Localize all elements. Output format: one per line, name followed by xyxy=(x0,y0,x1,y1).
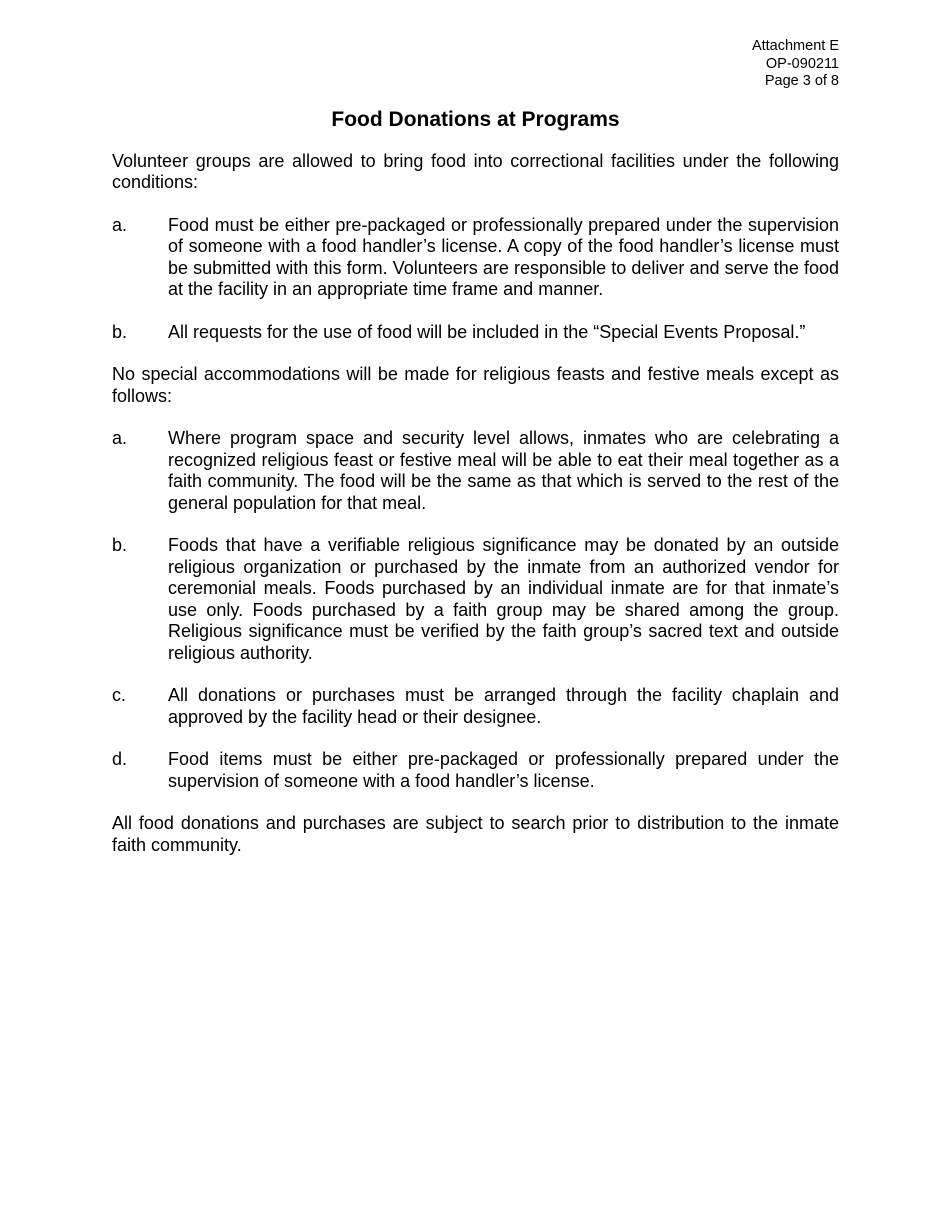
section2-intro: No special accommodations will be made for religious feasts and festive meals except as follows: xyxy=(112,364,839,406)
list-marker: c. xyxy=(112,685,127,705)
list-marker: b. xyxy=(112,321,128,342)
list-item xyxy=(112,685,839,728)
document-header xyxy=(112,38,839,91)
list-text: Foods that have a verifiable religious significance may be donated by an outside religious organization or purchased by the inmate from an authorized vendor for ceremonial meals. Foods purchased by an individual inmate are for that inmate’s use only. Foods purchased by a faith group may be shared among the group. Religious significance must be verified by the faith group’s sacred text and outside religious authority. xyxy=(168,535,839,663)
list-item xyxy=(112,322,839,344)
section1-list xyxy=(112,215,839,344)
document-number: OP-090211 xyxy=(765,55,839,72)
list-item xyxy=(112,749,839,792)
list-item xyxy=(112,428,839,514)
list-marker: d. xyxy=(112,749,128,769)
page-title: Food Donations at Programs xyxy=(331,107,620,131)
attachment-label: Attachment E xyxy=(751,38,839,54)
list-text: Food must be either pre-packaged or professionally prepared under the supervision of someone with a food handler’s license. A copy of the food handler’s license must be submitted with this form. Volunteers are responsible to deliver and serve the food at the facility in an appropriate time frame and manner. xyxy=(168,214,839,299)
list-marker: a. xyxy=(112,214,128,235)
list-marker: b. xyxy=(112,535,128,555)
section1-intro: Volunteer groups are allowed to bring food into correctional facilities under the following conditions: xyxy=(112,150,839,192)
section2-list xyxy=(112,428,839,792)
list-item xyxy=(112,535,839,664)
list-text: Where program space and security level allows, inmates who are celebrating a recognized religious feast or festive meal will be able to eat their meal together as a faith community. The food will be the same as that which is served to the rest of the general population for that meal. xyxy=(168,428,839,513)
list-text: All donations or purchases must be arranged through the facility chaplain and approved by the facility head or their designee. xyxy=(168,685,839,727)
list-item xyxy=(112,215,839,301)
list-marker: a. xyxy=(112,428,128,448)
list-text: Food items must be either pre-packaged or professionally prepared under the supervision of someone with a food handler’s license. xyxy=(168,749,839,791)
list-text: All requests for the use of food will be included in the “Special Events Proposal.” xyxy=(168,321,806,342)
document-page xyxy=(112,38,839,856)
page-number: Page 3 of 8 xyxy=(764,73,839,89)
closing-paragraph: All food donations and purchases are subject to search prior to distribution to the inmate faith community. xyxy=(112,813,839,855)
